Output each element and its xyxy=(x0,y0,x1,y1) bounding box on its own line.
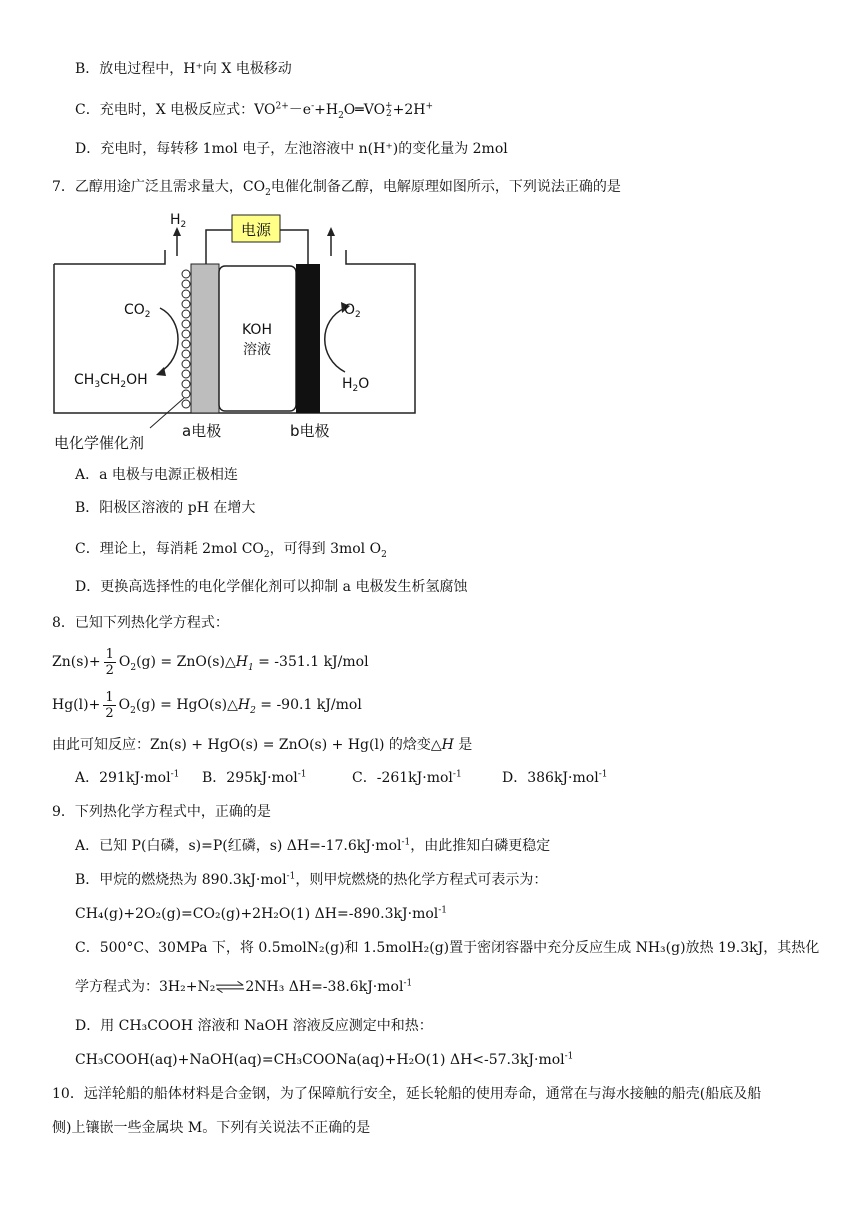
h2-label: $H_2$ xyxy=(170,212,187,230)
q9-stem: 9．下列热化学方程式中，正确的是 xyxy=(52,804,271,820)
co2-label: $CO_2$ xyxy=(124,302,151,320)
q7-stem: 7．乙醇用途广泛且需求量大，$CO_2$电催化制备乙醇，电解原理如图所示，下列说法正确的是 xyxy=(52,179,621,198)
q7-option-d: D．更换高选择性的电化学催化剂可以抑制 a 电极发生析氢腐蚀 xyxy=(75,579,468,595)
q6-option-b: B．放电过程中，H⁺向 X 电极移动 xyxy=(75,61,292,77)
q6-option-d: D．充电时，每转移 1mol 电子，左池溶液中 n(H⁺)的变化量为 2mol xyxy=(75,141,508,157)
q8-stem: 8．已知下列热化学方程式： xyxy=(52,615,229,631)
q8-equation-2: Hg(l)+ $\frac{1}{2}$ $O_2(g)$ = $HgO(s)\triangle H_2 = -90.1$ kJ/mol xyxy=(52,689,362,721)
q9-option-b-equation: CH₄(g)+2O₂(g)=CO₂(g)+2H₂O(1) ΔH=-890.3kJ·mol$^{-1}$ xyxy=(75,905,448,922)
q9-option-d-equation: CH₃COOH(aq)+NaOH(aq)=CH₃COONa(aq)+H₂O(1) ΔH<-57.3kJ·mol$^{-1}$ xyxy=(75,1051,574,1068)
electrode-a-label: a电极 xyxy=(182,422,222,440)
koh-solution-label: 溶液 xyxy=(243,342,271,358)
q8-equation-1: Zn(s)+ $\frac{1}{2}$ $O_2(g)$ = $ZnO(s)\triangle H_1 = -351.1$ kJ/mol xyxy=(52,646,369,678)
power-source-label: 电源 xyxy=(240,221,272,239)
q8-option-b: B．295kJ·mol$^{-1}$ xyxy=(202,769,307,786)
koh-label: KOH xyxy=(242,322,272,338)
equilibrium-arrow-icon xyxy=(215,981,245,993)
q7-option-c: C．理论上，每消耗 2mol $CO_2$，可得到 3mol $O_2$ xyxy=(75,541,387,560)
q9-option-a: A．已知 P(白磷，s)=P(红磷，s) ΔH=-17.6kJ·mol$^{-1}$，由此推知白磷更稳定 xyxy=(75,837,551,854)
q7-option-a: A．a 电极与电源正极相连 xyxy=(75,467,238,483)
q7-option-b: B．阳极区溶液的 pH 在增大 xyxy=(75,500,256,516)
q9-option-d: D．用 CH₃COOH 溶液和 NaOH 溶液反应测定中和热： xyxy=(75,1018,433,1034)
electrode-b-label: b电极 xyxy=(290,422,330,440)
q9-option-b: B．甲烷的燃烧热为 890.3kJ·mol$^{-1}$，则甲烷燃烧的热化学方程式可表示为： xyxy=(75,871,548,888)
catalyst-label: 电化学催化剂 xyxy=(54,434,145,452)
q10-stem-line1: 10．远洋轮船的船体材料是合金钢，为了保障航行安全，延长轮船的使用寿命，通常在与海水接触的船壳(船底及船 xyxy=(52,1086,762,1102)
q8-option-c: C．-261kJ·mol$^{-1}$ xyxy=(352,769,462,786)
q9-option-c-line2: 学方程式为：3H₂+N₂ 2NH₃ ΔH=-38.6kJ·mol$^{-1}$ xyxy=(75,978,413,995)
o2-label: $O_2$ xyxy=(344,302,361,320)
electrolysis-diagram xyxy=(52,208,422,456)
h2o-label: $H_2O$ xyxy=(342,376,370,394)
ethanol-label: $CH_3CH_2OH$ xyxy=(74,372,148,390)
q8-conclusion: 由此可知反应：Zn(s) + HgO(s) = ZnO(s) + Hg(l) 的焓变△H 是 xyxy=(52,737,473,753)
q9-option-c-line1: C．500°C、30MPa 下，将 0.5molN₂(g)和 1.5molH₂(g)置于密闭容器中充分反应生成 NH₃(g)放热 19.3kJ，其热化 xyxy=(75,940,820,956)
q8-option-d: D．386kJ·mol$^{-1}$ xyxy=(502,769,608,786)
q10-stem-line2: 侧)上镶嵌一些金属块 M。下列有关说法不正确的是 xyxy=(52,1120,371,1136)
q8-option-a: A．291kJ·mol$^{-1}$ xyxy=(75,769,180,786)
q6-option-c: C．充电时，X 电极反应式：$VO^{2+}-e^-+H_2O═VO$ + 2 +2H+ xyxy=(75,101,433,121)
